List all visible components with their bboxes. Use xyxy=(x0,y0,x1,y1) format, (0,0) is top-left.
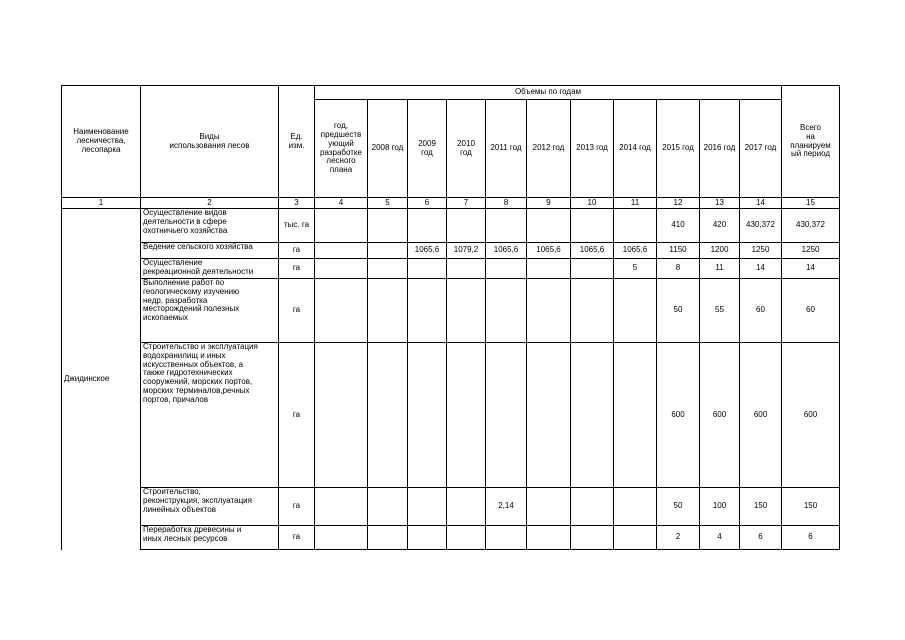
column-number: 7 xyxy=(447,198,486,209)
header-year-6 xyxy=(527,100,571,198)
value-cell xyxy=(571,343,614,488)
text-line: 2012 год xyxy=(532,143,565,153)
value-cell: 1150 xyxy=(657,243,700,259)
forestry-name: Джидинское xyxy=(62,209,141,550)
forest-use-kind xyxy=(141,526,279,550)
text-line: лесничества, xyxy=(76,136,126,146)
header-year-7 xyxy=(571,100,614,198)
unit-cell: га xyxy=(279,243,315,259)
total-cell: 430,372 xyxy=(782,209,840,243)
text-line: Переработка древесины и xyxy=(143,525,242,534)
header-year-1 xyxy=(315,100,368,198)
text-line: Выполнение работ по xyxy=(143,278,225,287)
header-unit xyxy=(279,86,315,198)
text-line: сооружений, морских портов, xyxy=(143,377,253,387)
header-year-2 xyxy=(368,100,408,198)
total-cell: 60 xyxy=(782,279,840,343)
text-line: изм. xyxy=(288,140,305,150)
value-cell xyxy=(408,279,447,343)
column-number: 15 xyxy=(782,198,840,209)
value-cell: 600 xyxy=(657,343,700,488)
text-line: ископаемых xyxy=(143,313,188,323)
value-cell xyxy=(408,209,447,243)
value-cell: 55 xyxy=(700,279,740,343)
value-cell xyxy=(447,279,486,343)
value-cell xyxy=(368,259,408,279)
text-line: искусственных объектов, а xyxy=(143,359,244,369)
value-cell xyxy=(315,343,368,488)
value-cell xyxy=(486,526,527,550)
value-cell xyxy=(408,488,447,526)
total-cell: 14 xyxy=(782,259,840,279)
value-cell: 430,372 xyxy=(740,209,782,243)
value-cell: 600 xyxy=(700,343,740,488)
column-number: 10 xyxy=(571,198,614,209)
text-line: год xyxy=(421,147,433,157)
header-year-4 xyxy=(447,100,486,198)
text-line: 2014 год xyxy=(619,143,651,153)
unit-cell: га xyxy=(279,526,315,550)
text-line: недр, разработка xyxy=(143,295,208,305)
text-line: 2013 год xyxy=(576,143,608,153)
value-cell xyxy=(315,209,368,243)
value-cell xyxy=(315,259,368,279)
text-line: лесопарка xyxy=(81,144,121,154)
header-total-period xyxy=(782,86,840,198)
header-year-9 xyxy=(657,100,700,198)
forest-use-kind xyxy=(141,243,279,259)
value-cell xyxy=(447,526,486,550)
value-cell xyxy=(315,243,368,259)
text-line: 2008 год xyxy=(371,143,404,153)
forest-use-kind xyxy=(141,259,279,279)
value-cell: 2 xyxy=(657,526,700,550)
text-line: Осуществление xyxy=(143,258,203,267)
value-cell: 4 xyxy=(700,526,740,550)
total-cell: 600 xyxy=(782,343,840,488)
value-cell xyxy=(527,259,571,279)
value-cell xyxy=(614,343,657,488)
value-cell: 11 xyxy=(700,259,740,279)
header-year-10 xyxy=(700,100,740,198)
value-cell xyxy=(315,488,368,526)
value-cell: 8 xyxy=(657,259,700,279)
text-line: плана xyxy=(329,165,353,175)
text-line: морских терминалов,речных xyxy=(143,385,250,395)
column-number: 2 xyxy=(141,198,279,209)
text-line: ующий xyxy=(328,138,354,148)
header-forest-use-kind xyxy=(141,86,279,198)
value-cell xyxy=(486,343,527,488)
column-number: 14 xyxy=(740,198,782,209)
text-line: год, xyxy=(334,121,348,131)
value-cell xyxy=(486,259,527,279)
value-cell: 1079,2 xyxy=(447,243,486,259)
value-cell: 50 xyxy=(657,488,700,526)
unit-cell: га xyxy=(279,259,315,279)
value-cell xyxy=(486,279,527,343)
text-line: месторождений полезных xyxy=(143,304,240,314)
table-row xyxy=(62,343,840,488)
text-line: планируем xyxy=(790,140,831,150)
value-cell xyxy=(368,243,408,259)
text-line: деятельности в сфере xyxy=(143,216,227,226)
value-cell xyxy=(571,209,614,243)
forest-use-kind xyxy=(141,488,279,526)
forest-use-kind xyxy=(141,279,279,343)
total-cell: 6 xyxy=(782,526,840,550)
unit-cell: га xyxy=(279,488,315,526)
text-line: Осуществление видов xyxy=(143,208,227,217)
value-cell xyxy=(571,488,614,526)
value-cell xyxy=(614,279,657,343)
total-cell: 1250 xyxy=(782,243,840,259)
value-cell xyxy=(368,526,408,550)
value-cell xyxy=(571,526,614,550)
value-cell: 1065,6 xyxy=(486,243,527,259)
table-row xyxy=(62,209,840,243)
header-year-5 xyxy=(486,100,527,198)
value-cell: 14 xyxy=(740,259,782,279)
value-cell: 1065,6 xyxy=(614,243,657,259)
value-cell xyxy=(408,526,447,550)
text-line: портов, причалов xyxy=(143,394,209,404)
column-number: 1 xyxy=(62,198,141,209)
text-line: Строительство, xyxy=(143,487,201,496)
text-line: иных лесных ресурсов xyxy=(143,533,228,543)
column-number: 11 xyxy=(614,198,657,209)
text-line: Всего xyxy=(800,122,821,132)
value-cell: 150 xyxy=(740,488,782,526)
value-cell xyxy=(315,279,368,343)
value-cell xyxy=(447,209,486,243)
value-cell xyxy=(527,279,571,343)
value-cell xyxy=(447,488,486,526)
text-line: ый период xyxy=(790,149,831,159)
text-line: 2009 xyxy=(418,138,436,148)
text-line: 2016 год xyxy=(703,143,736,153)
table-row xyxy=(62,243,840,259)
forest-use-kind xyxy=(141,209,279,243)
column-number: 9 xyxy=(527,198,571,209)
value-cell: 600 xyxy=(740,343,782,488)
unit-cell: тыс. га xyxy=(279,209,315,243)
value-cell: 5 xyxy=(614,259,657,279)
value-cell: 100 xyxy=(700,488,740,526)
header-year-3 xyxy=(408,100,447,198)
table-row xyxy=(62,526,840,550)
unit-cell: га xyxy=(279,343,315,488)
text-line: также гидротехнических xyxy=(143,368,233,378)
value-cell xyxy=(571,259,614,279)
table-row xyxy=(62,279,840,343)
column-number: 5 xyxy=(368,198,408,209)
unit-cell: га xyxy=(279,279,315,343)
text-line: линейных объектов xyxy=(143,504,216,514)
text-line: охотничьего хозяйства xyxy=(143,225,228,235)
column-number: 12 xyxy=(657,198,700,209)
text-line: Виды xyxy=(199,131,220,141)
value-cell: 6 xyxy=(740,526,782,550)
text-line: использования лесов xyxy=(169,140,250,150)
text-line: Ед. xyxy=(290,131,303,141)
column-number: 8 xyxy=(486,198,527,209)
text-line: на xyxy=(806,131,815,141)
column-number: 6 xyxy=(408,198,447,209)
value-cell: 2,14 xyxy=(486,488,527,526)
value-cell xyxy=(527,343,571,488)
value-cell: 1065,6 xyxy=(527,243,571,259)
value-cell xyxy=(614,488,657,526)
table-row xyxy=(62,488,840,526)
text-line: лесного xyxy=(326,156,356,166)
value-cell xyxy=(447,343,486,488)
value-cell xyxy=(368,343,408,488)
text-line: 2017 год xyxy=(744,143,777,153)
header-year-8 xyxy=(614,100,657,198)
forest-use-kind xyxy=(141,343,279,488)
header-forestry-name xyxy=(62,86,141,198)
value-cell xyxy=(408,259,447,279)
value-cell: 1065,6 xyxy=(408,243,447,259)
text-line: разработке xyxy=(320,147,362,157)
value-cell xyxy=(315,526,368,550)
text-line: геологическому изучению xyxy=(143,286,240,296)
header-volumes-by-year: Объемы по годам xyxy=(315,86,782,100)
column-number: 3 xyxy=(279,198,315,209)
text-line: 2010 xyxy=(457,138,475,148)
total-cell: 150 xyxy=(782,488,840,526)
value-cell xyxy=(368,209,408,243)
value-cell xyxy=(527,488,571,526)
value-cell: 1250 xyxy=(740,243,782,259)
value-cell xyxy=(368,279,408,343)
text-line: предшеств xyxy=(320,129,362,139)
value-cell xyxy=(368,488,408,526)
value-cell xyxy=(447,259,486,279)
value-cell: 410 xyxy=(657,209,700,243)
text-line: рекреационной деятельности xyxy=(143,266,254,276)
text-line: водохранилищ и иных xyxy=(143,350,226,360)
value-cell xyxy=(614,526,657,550)
text-line: 2015 год xyxy=(662,143,694,153)
column-number: 4 xyxy=(315,198,368,209)
value-cell xyxy=(614,209,657,243)
text-line: 2011 год xyxy=(490,143,522,153)
text-line: реконструкция, эксплуатация xyxy=(143,495,252,505)
text-line: Строительство и эксплуатация xyxy=(143,342,258,351)
table-row xyxy=(62,259,840,279)
text-line: год xyxy=(460,147,472,157)
value-cell xyxy=(571,279,614,343)
value-cell: 50 xyxy=(657,279,700,343)
value-cell xyxy=(527,209,571,243)
value-cell xyxy=(408,343,447,488)
value-cell xyxy=(486,209,527,243)
value-cell: 420 xyxy=(700,209,740,243)
text-line: Ведение сельского хозяйства xyxy=(143,242,253,251)
header-year-11 xyxy=(740,100,782,198)
value-cell: 60 xyxy=(740,279,782,343)
value-cell: 1065,6 xyxy=(571,243,614,259)
value-cell xyxy=(527,526,571,550)
value-cell: 1200 xyxy=(700,243,740,259)
text-line: Наименование xyxy=(73,127,129,137)
forest-use-table xyxy=(61,85,840,550)
column-number: 13 xyxy=(700,198,740,209)
